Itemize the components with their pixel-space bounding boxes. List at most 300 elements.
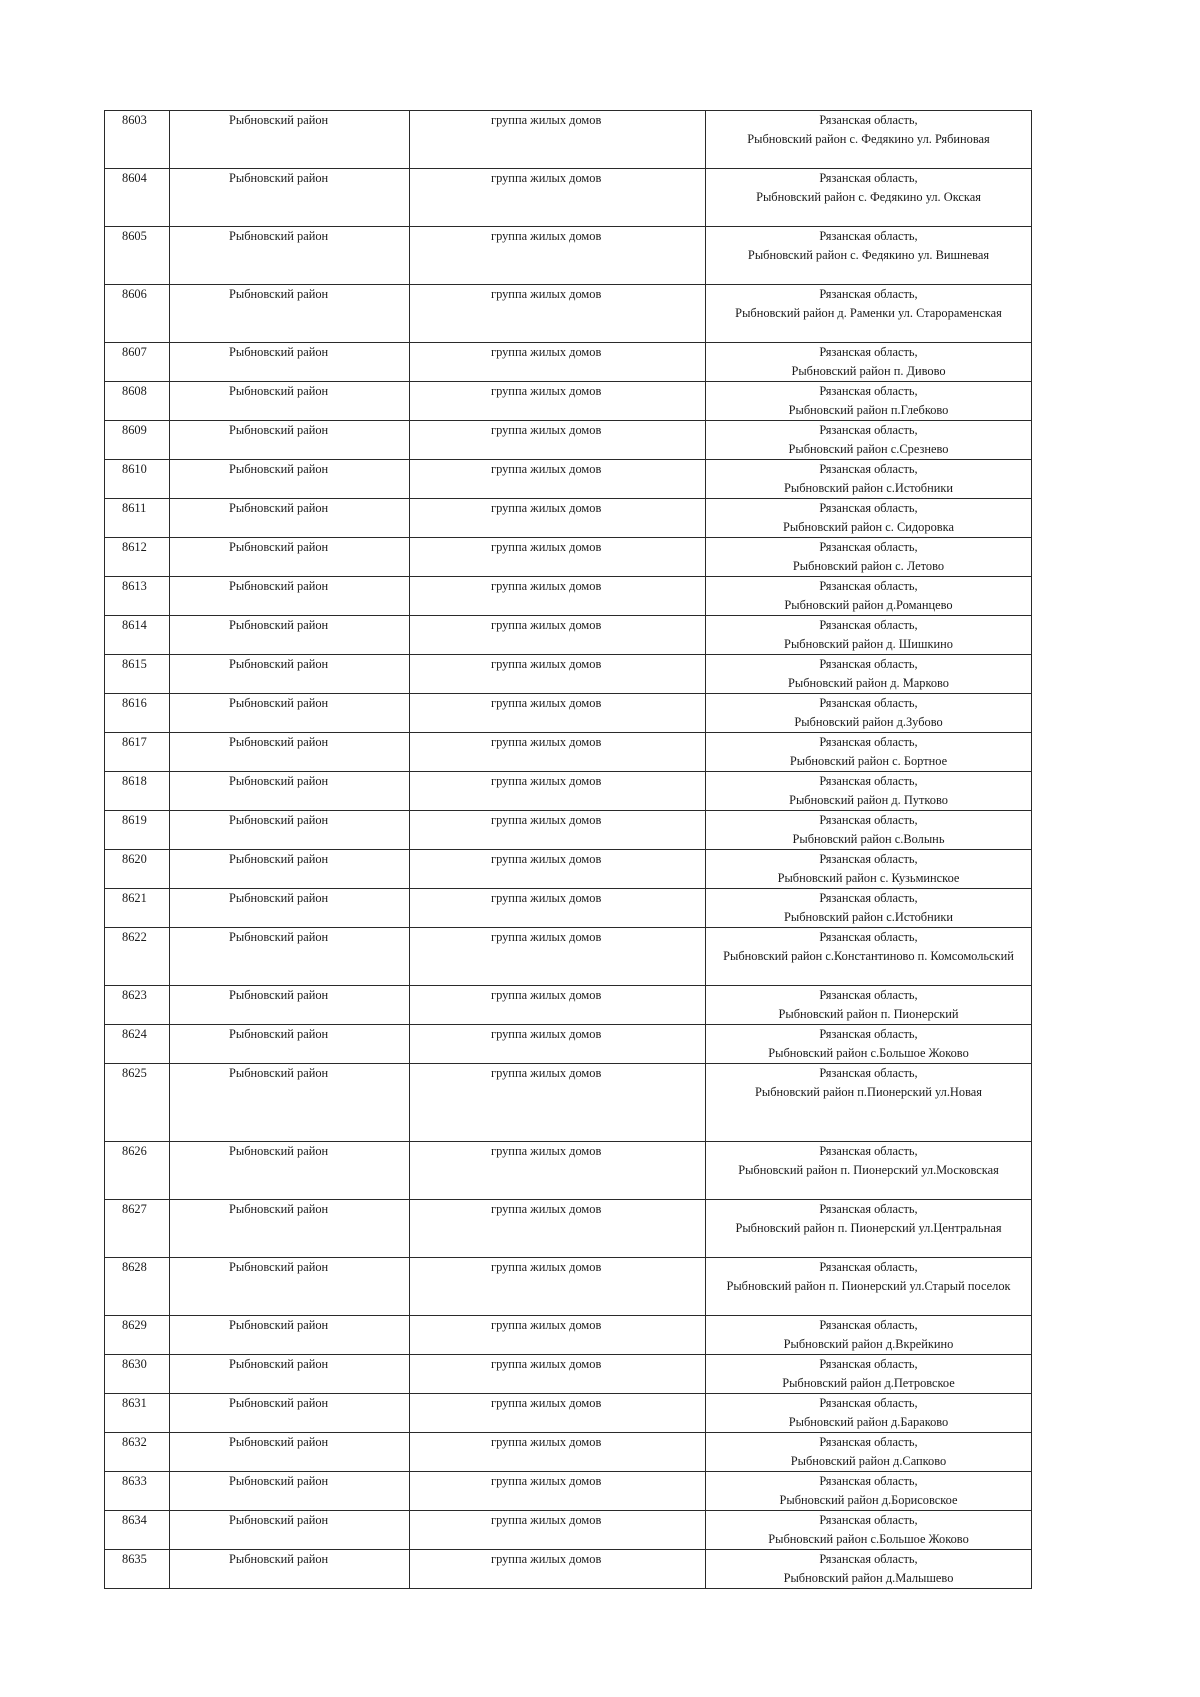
table-row [105,1472,1032,1511]
address-cell [706,285,1032,343]
address-cell [706,1355,1032,1394]
address-region: Рязанская область, [819,384,918,398]
object-type-cell [410,1316,706,1355]
row-number: 8606 [122,287,147,301]
row-number-cell [105,733,170,772]
address-region: Рязанская область, [819,1144,918,1158]
table-row [105,577,1032,616]
address-region: Рязанская область, [819,579,918,593]
district-cell [170,694,410,733]
object-type: группа жилых домов [491,1435,602,1449]
address-locality: Рыбновский район п. Пионерский ул.Старый поселок [726,1279,1011,1293]
table-row [105,343,1032,382]
district-cell [170,1316,410,1355]
address-region: Рязанская область, [819,891,918,905]
address-cell [706,928,1032,986]
district-cell [170,616,410,655]
row-number: 8622 [122,930,147,944]
row-number-cell [105,577,170,616]
row-number-cell [105,1511,170,1550]
document-page [104,110,1032,1589]
address-locality: Рыбновский район с. Летово [792,559,945,573]
object-type-cell [410,850,706,889]
object-type: группа жилых домов [491,384,602,398]
district-name: Рыбновский район [229,1552,329,1566]
address-locality: Рыбновский район д. Шишкино [784,637,953,651]
object-type-cell [410,655,706,694]
object-type: группа жилых домов [491,1202,602,1216]
district-name: Рыбновский район [229,113,329,127]
row-number: 8619 [122,813,147,827]
district-cell [170,460,410,499]
district-cell [170,382,410,421]
address-region: Рязанская область, [819,988,918,1002]
table-row [105,1064,1032,1142]
address-cell [706,538,1032,577]
address-locality: Рыбновский район с.Срезнево [788,442,949,456]
district-name: Рыбновский район [229,579,329,593]
object-type-cell [410,733,706,772]
row-number: 8620 [122,852,147,866]
address-region: Рязанская область, [819,1552,918,1566]
address-locality: Рыбновский район с. Бортное [789,754,948,768]
address-region: Рязанская область, [819,345,918,359]
district-cell [170,421,410,460]
object-type-cell [410,1433,706,1472]
row-number: 8615 [122,657,147,671]
address-region: Рязанская область, [819,1202,918,1216]
table-row [105,1394,1032,1433]
object-type-cell [410,811,706,850]
row-number-cell [105,382,170,421]
object-type: группа жилых домов [491,287,602,301]
object-type: группа жилых домов [491,1260,602,1274]
object-type: группа жилых домов [491,930,602,944]
object-type-cell [410,1142,706,1200]
object-type-cell [410,1472,706,1511]
address-locality: Рыбновский район д.Сапково [790,1454,947,1468]
object-type: группа жилых домов [491,1474,602,1488]
district-name: Рыбновский район [229,1260,329,1274]
address-region: Рязанская область, [819,540,918,554]
object-type-cell [410,694,706,733]
table-row [105,928,1032,986]
address-locality: Рыбновский район с.Волынь [792,832,945,846]
row-number-cell [105,1142,170,1200]
address-locality: Рыбновский район п.Глебково [788,403,949,417]
address-locality: Рыбновский район п.Пионерский ул.Новая [755,1085,982,1099]
row-number: 8609 [122,423,147,437]
district-name: Рыбновский район [229,1357,329,1371]
row-number-cell [105,772,170,811]
object-type-cell [410,1550,706,1589]
district-name: Рыбновский район [229,287,329,301]
object-type: группа жилых домов [491,852,602,866]
row-number-cell [105,811,170,850]
address-cell [706,733,1032,772]
table-row [105,616,1032,655]
table-row [105,986,1032,1025]
address-cell [706,694,1032,733]
address-cell [706,850,1032,889]
object-type: группа жилых домов [491,1318,602,1332]
object-type-cell [410,227,706,285]
row-number-cell [105,499,170,538]
district-name: Рыбновский район [229,1474,329,1488]
address-locality: Рыбновский район с. Сидоровка [783,520,954,534]
address-locality: Рыбновский район с.Истобники [784,910,953,924]
address-region: Рязанская область, [819,852,918,866]
object-type-cell [410,1394,706,1433]
district-name: Рыбновский район [229,229,329,243]
district-cell [170,1433,410,1472]
row-number-cell [105,1258,170,1316]
row-number: 8634 [122,1513,147,1527]
address-cell [706,169,1032,227]
object-type-cell [410,1200,706,1258]
row-number: 8625 [122,1066,147,1080]
row-number: 8603 [122,113,147,127]
address-cell [706,421,1032,460]
district-cell [170,850,410,889]
district-name: Рыбновский район [229,735,329,749]
row-number: 8623 [122,988,147,1002]
address-region: Рязанская область, [819,657,918,671]
address-region: Рязанская область, [819,696,918,710]
row-number: 8608 [122,384,147,398]
row-number: 8621 [122,891,147,905]
address-cell [706,889,1032,928]
object-type: группа жилых домов [491,696,602,710]
address-locality: Рыбновский район п. Пионерский [778,1007,959,1021]
district-cell [170,499,410,538]
row-number-cell [105,928,170,986]
object-type-cell [410,343,706,382]
row-number: 8607 [122,345,147,359]
district-name: Рыбновский район [229,423,329,437]
address-locality: Рыбновский район д. Марково [787,676,949,690]
district-cell [170,811,410,850]
row-number: 8631 [122,1396,147,1410]
district-cell [170,538,410,577]
district-name: Рыбновский район [229,891,329,905]
address-cell [706,1394,1032,1433]
district-name: Рыбновский район [229,618,329,632]
address-region: Рязанская область, [819,113,918,127]
table-row [105,850,1032,889]
address-region: Рязанская область, [819,618,918,632]
district-cell [170,1550,410,1589]
table-row [105,460,1032,499]
district-name: Рыбновский район [229,1027,329,1041]
object-type: группа жилых домов [491,1027,602,1041]
object-type-cell [410,1064,706,1142]
table-row [105,499,1032,538]
address-locality: Рыбновский район с. Федякино ул. Вишневая [747,248,990,262]
district-cell [170,1511,410,1550]
district-cell [170,111,410,169]
row-number-cell [105,343,170,382]
district-name: Рыбновский район [229,1513,329,1527]
object-type: группа жилых домов [491,735,602,749]
address-region: Рязанская область, [819,1396,918,1410]
object-type-cell [410,111,706,169]
object-type: группа жилых домов [491,345,602,359]
address-locality: Рыбновский район с. Федякино ул. Окская [756,190,981,204]
address-cell [706,1511,1032,1550]
address-cell [706,499,1032,538]
district-name: Рыбновский район [229,696,329,710]
district-cell [170,1025,410,1064]
row-number-cell [105,1472,170,1511]
object-type: группа жилых домов [491,113,602,127]
settlements-table [104,110,1032,1589]
address-cell [706,1472,1032,1511]
object-type: группа жилых домов [491,579,602,593]
row-number: 8618 [122,774,147,788]
row-number: 8635 [122,1552,147,1566]
district-name: Рыбновский район [229,171,329,185]
object-type-cell [410,616,706,655]
table-row [105,811,1032,850]
address-locality: Рыбновский район с. Кузьминское [777,871,960,885]
district-name: Рыбновский район [229,462,329,476]
row-number: 8626 [122,1144,147,1158]
object-type: группа жилых домов [491,618,602,632]
address-cell [706,111,1032,169]
table-row [105,1316,1032,1355]
row-number: 8628 [122,1260,147,1274]
address-locality: Рыбновский район п. Пионерский ул.Центральная [735,1221,1002,1235]
table-row [105,538,1032,577]
object-type-cell [410,499,706,538]
object-type: группа жилых домов [491,813,602,827]
address-region: Рязанская область, [819,1066,918,1080]
address-region: Рязанская область, [819,774,918,788]
table-row [105,1433,1032,1472]
district-name: Рыбновский район [229,657,329,671]
address-cell [706,382,1032,421]
row-number-cell [105,1316,170,1355]
table-row [105,1200,1032,1258]
row-number-cell [105,1025,170,1064]
table-row [105,227,1032,285]
district-cell [170,1355,410,1394]
address-cell [706,343,1032,382]
object-type-cell [410,772,706,811]
row-number-cell [105,1394,170,1433]
district-cell [170,1064,410,1142]
address-cell [706,577,1032,616]
table-row [105,1511,1032,1550]
address-region: Рязанская область, [819,735,918,749]
district-cell [170,1394,410,1433]
row-number-cell [105,460,170,499]
object-type-cell [410,928,706,986]
row-number-cell [105,1200,170,1258]
district-name: Рыбновский район [229,501,329,515]
address-region: Рязанская область, [819,423,918,437]
table-row [105,694,1032,733]
object-type: группа жилых домов [491,423,602,437]
object-type-cell [410,285,706,343]
address-locality: Рыбновский район д.Вкрейкино [783,1337,954,1351]
district-name: Рыбновский район [229,774,329,788]
district-cell [170,733,410,772]
row-number-cell [105,655,170,694]
district-cell [170,889,410,928]
row-number-cell [105,227,170,285]
address-locality: Рыбновский район п. Пионерский ул.Московская [738,1163,999,1177]
table-row [105,421,1032,460]
row-number-cell [105,889,170,928]
district-cell [170,655,410,694]
address-locality: Рыбновский район д.Романцево [784,598,953,612]
object-type-cell [410,889,706,928]
address-locality: Рыбновский район д. Раменки ул. Старораменская [735,306,1002,320]
table-body [105,111,1032,1589]
district-name: Рыбновский район [229,1435,329,1449]
district-cell [170,169,410,227]
object-type: группа жилых домов [491,891,602,905]
object-type-cell [410,382,706,421]
district-cell [170,772,410,811]
district-cell [170,227,410,285]
district-name: Рыбновский район [229,1318,329,1332]
row-number: 8627 [122,1202,147,1216]
row-number-cell [105,538,170,577]
row-number-cell [105,850,170,889]
row-number-cell [105,694,170,733]
table-row [105,889,1032,928]
address-cell [706,986,1032,1025]
table-row [105,733,1032,772]
table-row [105,285,1032,343]
row-number-cell [105,1433,170,1472]
address-locality: Рыбновский район д.Бараково [788,1415,949,1429]
row-number: 8612 [122,540,147,554]
address-locality: Рыбновский район д.Борисовское [779,1493,958,1507]
table-row [105,1258,1032,1316]
address-cell [706,227,1032,285]
object-type-cell [410,1511,706,1550]
object-type: группа жилых домов [491,501,602,515]
row-number: 8616 [122,696,147,710]
address-region: Рязанская область, [819,229,918,243]
district-name: Рыбновский район [229,1396,329,1410]
row-number: 8611 [122,501,147,515]
object-type: группа жилых домов [491,657,602,671]
object-type: группа жилых домов [491,229,602,243]
district-cell [170,577,410,616]
address-locality: Рыбновский район с.Истобники [784,481,953,495]
district-cell [170,1200,410,1258]
district-name: Рыбновский район [229,1066,329,1080]
row-number-cell [105,1550,170,1589]
row-number-cell [105,616,170,655]
district-cell [170,1472,410,1511]
district-name: Рыбновский район [229,1144,329,1158]
address-region: Рязанская область, [819,1513,918,1527]
object-type-cell [410,577,706,616]
address-cell [706,1316,1032,1355]
object-type: группа жилых домов [491,988,602,1002]
district-name: Рыбновский район [229,540,329,554]
object-type-cell [410,538,706,577]
address-region: Рязанская область, [819,462,918,476]
address-locality: Рыбновский район с.Большое Жоково [768,1046,969,1060]
address-cell [706,811,1032,850]
address-cell [706,1200,1032,1258]
object-type-cell [410,986,706,1025]
address-cell [706,1550,1032,1589]
district-name: Рыбновский район [229,988,329,1002]
district-name: Рыбновский район [229,813,329,827]
object-type: группа жилых домов [491,540,602,554]
address-region: Рязанская область, [819,1260,918,1274]
object-type: группа жилых домов [491,1552,602,1566]
address-region: Рязанская область, [819,1027,918,1041]
table-row [105,1355,1032,1394]
row-number: 8630 [122,1357,147,1371]
row-number: 8604 [122,171,147,185]
address-locality: Рыбновский район с. Федякино ул. Рябиновая [747,132,990,146]
address-cell [706,460,1032,499]
district-name: Рыбновский район [229,345,329,359]
object-type-cell [410,1355,706,1394]
row-number-cell [105,1064,170,1142]
table-row [105,111,1032,169]
object-type-cell [410,421,706,460]
district-name: Рыбновский район [229,852,329,866]
address-region: Рязанская область, [819,1318,918,1332]
table-row [105,772,1032,811]
district-name: Рыбновский район [229,384,329,398]
table-row [105,655,1032,694]
address-region: Рязанская область, [819,1357,918,1371]
address-locality: Рыбновский район д. Путково [789,793,948,807]
row-number: 8617 [122,735,147,749]
object-type-cell [410,1258,706,1316]
row-number: 8629 [122,1318,147,1332]
object-type: группа жилых домов [491,1513,602,1527]
district-cell [170,1258,410,1316]
address-cell [706,1025,1032,1064]
address-cell [706,1258,1032,1316]
address-cell [706,1064,1032,1142]
address-cell [706,655,1032,694]
object-type-cell [410,169,706,227]
object-type: группа жилых домов [491,1357,602,1371]
address-region: Рязанская область, [819,287,918,301]
row-number: 8610 [122,462,147,476]
object-type-cell [410,1025,706,1064]
address-locality: Рыбновский район с.Константиново п. Комсомольский [723,949,1014,963]
district-cell [170,343,410,382]
district-name: Рыбновский район [229,930,329,944]
row-number: 8613 [122,579,147,593]
district-cell [170,928,410,986]
object-type: группа жилых домов [491,774,602,788]
address-region: Рязанская область, [819,501,918,515]
row-number-cell [105,285,170,343]
district-name: Рыбновский район [229,1202,329,1216]
object-type: группа жилых домов [491,462,602,476]
address-cell [706,1142,1032,1200]
object-type: группа жилых домов [491,171,602,185]
district-cell [170,1142,410,1200]
row-number-cell [105,986,170,1025]
